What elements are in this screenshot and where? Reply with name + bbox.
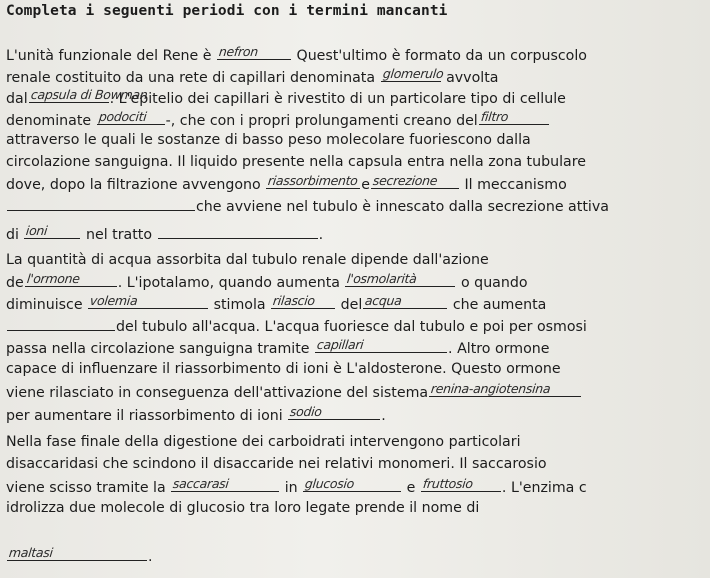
p1-answer-8: ioni	[25, 223, 49, 238]
p1-answer-1: nefron	[218, 44, 259, 59]
p1-text: avvolta	[441, 70, 499, 86]
p2-text: viene rilasciato in conseguenza dell'attivazione del sistema	[6, 385, 429, 401]
p1-blank-1[interactable]	[217, 46, 291, 60]
p1-line-1	[6, 46, 587, 65]
p2-text: de	[6, 275, 24, 291]
exercise-title: Completa i seguenti periodi con i termini mancanti	[6, 3, 448, 19]
p2-line-5	[6, 339, 549, 358]
p2-answer-4: rilascio	[272, 293, 316, 308]
p1-answer-5: filtro	[479, 109, 509, 124]
p3-line-5	[6, 547, 153, 566]
p1-blank-10[interactable]	[158, 225, 318, 239]
p2-answer-2: l'osmolarità	[346, 271, 418, 286]
p1-answer-3: capsula di Bowman	[29, 87, 148, 102]
p2-answer-8: sodio	[289, 404, 323, 419]
p2-blank-7[interactable]	[315, 339, 447, 353]
p1-line-5: attraverso le quali le sostanze di basso peso molecolare fuoriescono dalla	[6, 132, 531, 148]
p1-blank-3[interactable]	[29, 87, 148, 103]
p1-blank-9[interactable]	[24, 225, 80, 239]
p2-line-7	[6, 383, 582, 402]
p1-text: L'unità funzionale del Rene è	[6, 48, 217, 64]
p3-blank-4[interactable]	[7, 547, 147, 561]
p2-line-3	[6, 295, 546, 314]
p2-answer-1: l'ormone	[25, 271, 81, 286]
p1-line-2	[6, 68, 498, 87]
p3-line-3	[6, 478, 587, 497]
p3-blank-2[interactable]	[303, 478, 401, 492]
p1-answer-2: glomerulo	[381, 66, 444, 81]
p1-line-8	[6, 197, 609, 216]
p2-line-1: La quantità di acqua assorbita dal tubulo renale dipende dall'azione	[6, 252, 489, 268]
p1-blank-2[interactable]	[381, 66, 444, 82]
p2-text: del	[336, 297, 363, 313]
p1-text: Quest'ultimo è formato da un corpuscolo	[292, 48, 587, 64]
p2-answer-3: volemia	[89, 293, 139, 308]
p3-blank-1[interactable]	[171, 478, 279, 492]
p3-text: . L'enzima c	[501, 480, 587, 496]
p2-text: diminuisce	[6, 297, 88, 313]
p3-answer-2: glucosio	[304, 476, 356, 491]
p2-text: che aumenta	[448, 297, 547, 313]
p2-answer-5: acqua	[364, 293, 403, 308]
p2-answer-6: capillari	[316, 337, 365, 352]
p1-line-6: circolazione sanguigna. Il liquido presente nella capsula entra nella zona tubulare	[6, 154, 586, 170]
p1-blank-7[interactable]	[371, 175, 459, 189]
p1-answer-6: riassorbimento	[267, 173, 359, 188]
p1-text: Il meccanismo	[459, 177, 567, 193]
p1-blank-6[interactable]	[266, 175, 360, 189]
p1-line-9	[6, 225, 323, 244]
p3-text: in	[280, 480, 303, 496]
p1-text: renale costituito da una rete di capillari denominata	[6, 70, 380, 86]
p1-blank-4[interactable]	[97, 111, 165, 125]
p2-line-2	[6, 273, 528, 292]
p1-line-4	[6, 111, 550, 130]
p1-text: -, che con i propri prolungamenti creano del	[165, 113, 478, 129]
p1-answer-4: podociti	[97, 109, 147, 124]
p3-line-1: Nella fase finale della digestione dei carboidrati intervengono particolari	[6, 434, 521, 450]
p1-text: .	[318, 227, 324, 243]
p2-line-8	[6, 406, 386, 425]
p3-answer-3: fruttosio	[422, 476, 474, 491]
p2-text: .	[381, 408, 386, 424]
p2-text: o quando	[456, 275, 528, 291]
p1-text: . L'epitelio dei capillari è rivestito di un particolare tipo di cellule	[109, 91, 566, 107]
p1-text: dal	[6, 91, 28, 107]
p2-text: del tubulo all'acqua. L'acqua fuoriesce dal tubulo e poi per osmosi	[116, 319, 587, 335]
p1-text: dove, dopo la filtrazione avvengono	[6, 177, 266, 193]
p2-answer-7: renina-angiotensina	[430, 381, 552, 396]
p3-blank-3[interactable]	[421, 478, 501, 492]
p2-blank-4[interactable]	[271, 295, 335, 309]
p1-text: nel tratto	[81, 227, 153, 243]
p3-text: .	[148, 549, 153, 565]
p1-line-7	[6, 175, 567, 194]
p2-line-6: capace di influenzare il riassorbimento di ioni è L'aldosterone. Questo ormone	[6, 361, 561, 377]
p2-text: stimola	[209, 297, 271, 313]
p2-text: . Altro ormone	[448, 341, 550, 357]
p1-line-3	[6, 89, 566, 108]
p1-text: e	[361, 177, 370, 193]
p2-blank-9[interactable]	[288, 406, 380, 420]
p3-text: viene scisso tramite la	[6, 480, 171, 496]
p2-blank-3[interactable]	[88, 295, 208, 309]
p1-answer-7: secrezione	[372, 173, 438, 188]
p2-blank-5[interactable]	[363, 295, 447, 309]
p2-blank-2[interactable]	[345, 273, 455, 287]
p3-text: e	[402, 480, 420, 496]
p2-blank-1[interactable]	[25, 273, 117, 287]
p2-blank-6[interactable]	[7, 317, 115, 331]
p1-text: di	[6, 227, 24, 243]
p3-answer-1: saccarasi	[172, 476, 230, 491]
p3-answer-4: maltasi	[8, 545, 54, 560]
p2-line-4	[6, 317, 587, 336]
p2-text: passa nella circolazione sanguigna tramite	[6, 341, 315, 357]
p2-blank-8[interactable]	[429, 383, 581, 397]
p1-blank-8[interactable]	[7, 197, 195, 211]
p3-line-4: idrolizza due molecole di glucosio tra loro legate prende il nome di	[6, 500, 480, 516]
p1-blank-5[interactable]	[479, 111, 549, 125]
p2-text: . L'ipotalamo, quando aumenta	[117, 275, 345, 291]
p2-text: per aumentare il riassorbimento di ioni	[6, 408, 288, 424]
p1-text: che avviene nel tubulo è innescato dalla secrezione attiva	[196, 199, 609, 215]
p3-line-2: disaccaridasi che scindono il disaccaride nei relativi monomeri. Il saccarosio	[6, 456, 547, 472]
p1-text: denominate	[6, 113, 96, 129]
